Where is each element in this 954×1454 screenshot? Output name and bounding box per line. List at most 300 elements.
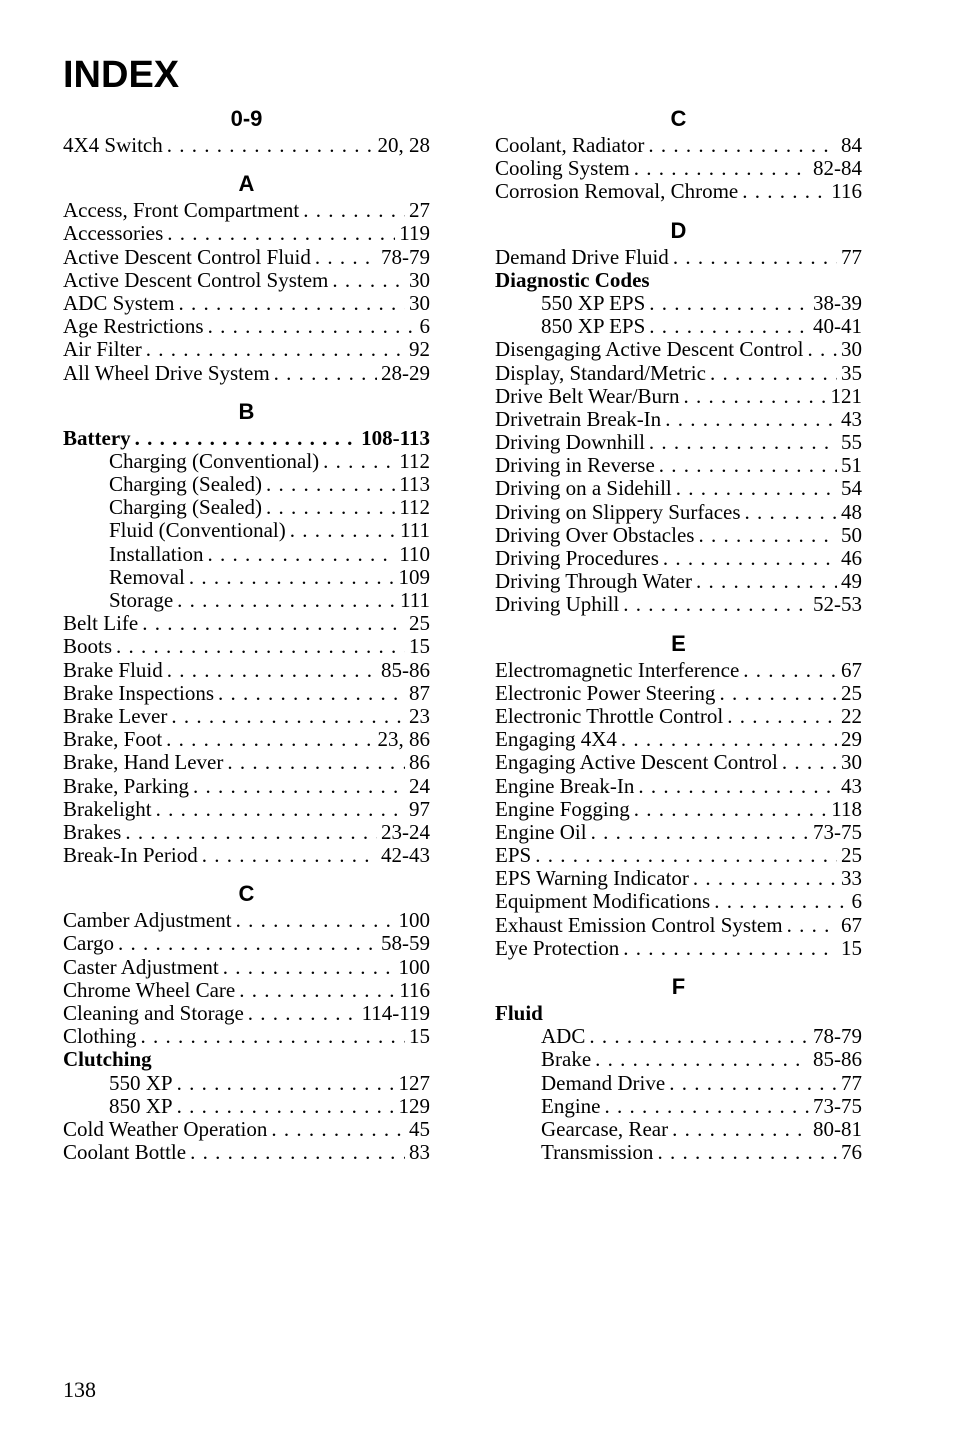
entry-pages: 49 xyxy=(841,569,862,594)
dot-leader xyxy=(177,1095,395,1118)
index-entry xyxy=(63,315,430,338)
entry-label: Battery xyxy=(63,425,131,450)
index-entry xyxy=(495,682,862,705)
index-entry xyxy=(495,501,862,524)
dot-leader xyxy=(190,1141,405,1164)
dot-leader xyxy=(745,501,837,524)
index-entry xyxy=(495,180,862,203)
entry-pages: 85-86 xyxy=(813,1047,862,1072)
dot-leader xyxy=(208,315,416,338)
dot-leader xyxy=(303,199,405,222)
entry-label: Brake, Hand Lever xyxy=(63,750,224,775)
entry-pages: 111 xyxy=(400,588,430,612)
entry-pages: 76 xyxy=(841,1140,862,1165)
entry-label: Brake xyxy=(541,1047,592,1072)
dot-leader xyxy=(290,519,396,542)
entry-pages: 67 xyxy=(841,912,862,937)
dot-leader xyxy=(177,1072,395,1095)
index-subentry xyxy=(495,315,862,338)
index-entry xyxy=(495,246,862,269)
entry-pages: 85-86 xyxy=(381,657,430,682)
index-entry xyxy=(495,705,862,728)
dot-leader xyxy=(673,246,837,269)
entry-label: Belt Life xyxy=(63,611,139,636)
entry-label: Clothing xyxy=(63,1024,137,1049)
section-letter: D xyxy=(670,217,687,243)
index-entry xyxy=(63,979,430,1002)
index-entry xyxy=(63,821,430,844)
entry-label: Driving Through Water xyxy=(495,569,692,594)
entry-pages: 33 xyxy=(841,866,862,891)
index-entry xyxy=(495,362,862,385)
entry-label: EPS Warning Indicator xyxy=(495,866,689,891)
index-entry xyxy=(495,524,862,547)
section-letter: C xyxy=(670,106,687,131)
entry-label: Gearcase, Rear xyxy=(541,1116,669,1141)
dot-leader xyxy=(218,682,405,705)
index-entry xyxy=(63,844,430,867)
index-entry xyxy=(63,775,430,798)
index-entry xyxy=(495,659,862,682)
index-entry xyxy=(63,728,430,751)
entry-pages: 30 xyxy=(841,750,862,775)
entry-label: Coolant, Radiator xyxy=(495,133,645,157)
entry-pages: 77 xyxy=(841,244,862,269)
entry-pages: 77 xyxy=(841,1070,862,1095)
index-entry xyxy=(63,909,430,932)
entry-label: Installation xyxy=(109,541,204,566)
index-subentry xyxy=(495,1141,862,1164)
entry-pages: 6 xyxy=(851,889,862,914)
index-entry xyxy=(63,682,430,705)
entry-label: Charging (Conventional) xyxy=(109,448,320,473)
entry-label: Exhaust Emission Control System xyxy=(495,912,783,937)
entry-pages: 54 xyxy=(841,476,862,501)
entry-label: Camber Adjustment xyxy=(63,908,232,933)
entry-pages: 110 xyxy=(399,541,430,566)
dot-leader xyxy=(141,1025,405,1048)
entry-pages: 108-113 xyxy=(361,425,430,450)
index-subentry xyxy=(63,566,430,589)
entry-label: Coolant Bottle xyxy=(63,1140,187,1165)
dot-leader xyxy=(714,890,847,913)
entry-label: Corrosion Removal, Chrome xyxy=(495,179,739,204)
entry-pages: 100 xyxy=(398,954,430,979)
index-entry xyxy=(63,292,430,315)
index-subentry xyxy=(495,1118,862,1141)
index-entry xyxy=(63,1002,430,1025)
section-letter: F xyxy=(671,974,686,999)
entry-pages: 86 xyxy=(409,750,430,775)
index-entry xyxy=(63,199,430,222)
entry-pages: 112 xyxy=(399,495,430,520)
entry-label: Air Filter xyxy=(63,337,142,362)
index-heading-entry xyxy=(63,1048,430,1071)
dot-leader xyxy=(227,751,405,774)
entry-pages: 84 xyxy=(841,133,862,157)
index-entry xyxy=(63,222,430,245)
entry-pages: 43 xyxy=(841,773,862,798)
dot-leader xyxy=(167,222,395,245)
dot-leader xyxy=(669,1072,837,1095)
entry-pages: 78-79 xyxy=(381,244,430,269)
index-subentry xyxy=(495,1095,862,1118)
entry-label: Brakelight xyxy=(63,796,152,821)
entry-pages: 52-53 xyxy=(813,592,862,617)
index-section xyxy=(495,106,862,204)
index-entry xyxy=(495,867,862,890)
entry-label: Cleaning and Storage xyxy=(63,1001,244,1025)
dot-leader xyxy=(719,682,837,705)
entry-label: Clutching xyxy=(63,1047,152,1072)
entry-label: Electromagnetic Interference xyxy=(495,657,740,682)
entry-pages: 50 xyxy=(841,522,862,547)
dot-leader xyxy=(193,775,405,798)
index-section xyxy=(63,881,430,1164)
entry-label: Engine Oil xyxy=(495,819,587,844)
entry-pages: 25 xyxy=(409,611,430,636)
entry-label: Engaging Active Descent Control xyxy=(495,750,778,775)
entry-pages: 73-75 xyxy=(813,819,862,844)
dot-leader xyxy=(589,1025,809,1048)
entry-pages: 30 xyxy=(409,290,430,315)
entry-label: 550 XP EPS xyxy=(541,290,646,315)
dot-leader xyxy=(177,589,396,612)
entry-label: Active Descent Control Fluid xyxy=(63,244,311,269)
index-section xyxy=(63,106,430,157)
dot-leader xyxy=(782,751,837,774)
entry-label: Brake Inspections xyxy=(63,680,215,705)
dot-leader xyxy=(271,1118,405,1141)
index-entry xyxy=(495,454,862,477)
entry-pages: 116 xyxy=(831,179,862,204)
dot-leader xyxy=(727,705,837,728)
entry-label: Fluid xyxy=(495,1001,543,1025)
entry-label: EPS xyxy=(495,843,532,868)
index-subentry xyxy=(63,519,430,542)
dot-leader xyxy=(676,477,837,500)
index-entry xyxy=(63,269,430,292)
entry-pages: 129 xyxy=(398,1093,430,1118)
index-entry xyxy=(495,157,862,180)
index-entry xyxy=(63,134,430,157)
entry-pages: 116 xyxy=(399,977,430,1002)
entry-pages: 73-75 xyxy=(813,1093,862,1118)
page-title: INDEX xyxy=(63,54,180,96)
entry-label: Brake, Foot xyxy=(63,727,163,752)
entry-pages: 23-24 xyxy=(381,819,430,844)
section-letter: 0-9 xyxy=(230,106,263,131)
dot-leader xyxy=(142,612,405,635)
entry-pages: 51 xyxy=(841,453,862,478)
entry-pages: 118 xyxy=(831,796,862,821)
dot-leader xyxy=(649,315,809,338)
entry-pages: 15 xyxy=(841,935,862,960)
entry-pages: 113 xyxy=(399,472,430,497)
dot-leader xyxy=(248,1002,358,1025)
section-letter: C xyxy=(238,881,255,907)
dot-leader xyxy=(156,798,405,821)
dot-leader xyxy=(623,593,809,616)
index-subentry xyxy=(63,1095,430,1118)
entry-label: Drivetrain Break-In xyxy=(495,406,662,431)
entry-label: Boots xyxy=(63,634,113,659)
index-subentry xyxy=(63,473,430,496)
dot-leader xyxy=(657,1141,837,1164)
entry-label: Driving Downhill xyxy=(495,430,645,455)
entry-label: Chrome Wheel Care xyxy=(63,977,236,1002)
entry-label: Engine Fogging xyxy=(495,796,630,821)
entry-pages: 23, 86 xyxy=(377,727,430,752)
dot-leader xyxy=(202,844,377,867)
dot-leader xyxy=(118,932,377,955)
dot-leader xyxy=(146,338,405,361)
index-subentry xyxy=(495,1025,862,1048)
dot-leader xyxy=(623,937,837,960)
dot-leader xyxy=(621,728,837,751)
entry-pages: 25 xyxy=(841,680,862,705)
index-entry xyxy=(495,890,862,913)
entry-label: Engine Break-In xyxy=(495,773,635,798)
entry-pages: 43 xyxy=(841,406,862,431)
dot-leader xyxy=(116,635,405,658)
entry-label: ADC xyxy=(541,1024,586,1049)
section-letter: E xyxy=(671,630,686,656)
entry-pages: 97 xyxy=(409,796,430,821)
entry-label: 850 XP xyxy=(109,1093,173,1118)
entry-pages: 119 xyxy=(399,221,430,246)
entry-pages: 27 xyxy=(409,198,430,223)
entry-label: Demand Drive Fluid xyxy=(495,244,669,269)
index-column-right xyxy=(495,106,862,1164)
entry-label: Driving on a Sidehill xyxy=(495,476,672,501)
entry-label: 850 XP EPS xyxy=(541,314,646,339)
dot-leader xyxy=(125,821,377,844)
entry-pages: 15 xyxy=(409,1024,430,1049)
index-entry xyxy=(495,751,862,774)
index-subentry xyxy=(63,543,430,566)
dot-leader xyxy=(710,362,837,385)
entry-pages: 15 xyxy=(409,634,430,659)
entry-label: All Wheel Drive System xyxy=(63,360,270,385)
dot-leader xyxy=(332,269,405,292)
dot-leader xyxy=(684,385,827,408)
entry-label: Driving on Slippery Surfaces xyxy=(495,499,741,524)
entry-label: Storage xyxy=(109,588,174,612)
dot-leader xyxy=(135,427,358,450)
entry-label: Age Restrictions xyxy=(63,314,204,339)
index-entry xyxy=(495,134,862,157)
entry-pages: 87 xyxy=(409,680,430,705)
dot-leader xyxy=(634,157,809,180)
index-entry xyxy=(495,728,862,751)
index-entry xyxy=(495,338,862,361)
index-section xyxy=(495,631,862,960)
index-entry xyxy=(495,477,862,500)
index-entry xyxy=(63,1141,430,1164)
entry-label: Cargo xyxy=(63,931,114,956)
entry-pages: 24 xyxy=(409,773,430,798)
entry-label: Break-In Period xyxy=(63,843,198,868)
index-section xyxy=(495,974,862,1164)
entry-pages: 28-29 xyxy=(381,360,430,385)
entry-label: Driving Procedures xyxy=(495,546,659,570)
dot-leader xyxy=(808,338,837,361)
entry-label: Removal xyxy=(109,564,185,589)
index-subentry xyxy=(495,1072,862,1095)
entry-label: Driving in Reverse xyxy=(495,453,655,478)
entry-pages: 80-81 xyxy=(813,1116,862,1141)
section-letter: B xyxy=(238,398,255,424)
dot-leader xyxy=(236,909,395,932)
dot-leader xyxy=(649,292,809,315)
dot-leader xyxy=(189,566,395,589)
entry-label: Electronic Throttle Control xyxy=(495,703,724,728)
index-entry xyxy=(63,427,430,450)
dot-leader xyxy=(693,867,837,890)
index-entry xyxy=(495,844,862,867)
dot-leader xyxy=(535,844,837,867)
dot-leader xyxy=(167,134,374,157)
entry-label: Cooling System xyxy=(495,156,630,181)
entry-pages: 30 xyxy=(409,267,430,292)
index-entry xyxy=(63,798,430,821)
entry-label: Engine xyxy=(541,1093,601,1118)
dot-leader xyxy=(787,914,837,937)
entry-pages: 48 xyxy=(841,499,862,524)
entry-pages: 38-39 xyxy=(813,290,862,315)
dot-leader xyxy=(604,1095,809,1118)
entry-label: Disengaging Active Descent Control xyxy=(495,337,804,362)
entry-label: Brake Fluid xyxy=(63,657,163,682)
index-entry xyxy=(63,932,430,955)
entry-label: Transmission xyxy=(541,1140,654,1165)
dot-leader xyxy=(743,659,837,682)
index-entry xyxy=(63,1025,430,1048)
index-entry xyxy=(63,635,430,658)
dot-leader xyxy=(649,431,837,454)
entry-pages: 58-59 xyxy=(381,931,430,956)
index-subentry xyxy=(63,1072,430,1095)
entry-pages: 92 xyxy=(409,337,430,362)
index-entry xyxy=(495,775,862,798)
dot-leader xyxy=(698,524,837,547)
index-entry xyxy=(495,431,862,454)
entry-label: Caster Adjustment xyxy=(63,954,219,979)
index-entry xyxy=(495,798,862,821)
dot-leader xyxy=(634,798,828,821)
entry-pages: 30 xyxy=(841,337,862,362)
entry-pages: 114-119 xyxy=(361,1001,430,1025)
entry-pages: 109 xyxy=(398,564,430,589)
dot-leader xyxy=(223,956,395,979)
dot-leader xyxy=(171,705,405,728)
entry-label: Display, Standard/Metric xyxy=(495,360,706,385)
entry-label: 4X4 Switch xyxy=(63,133,163,157)
index-entry xyxy=(495,570,862,593)
entry-label: Charging (Sealed) xyxy=(109,495,262,520)
index-section xyxy=(63,171,430,385)
dot-leader xyxy=(742,180,827,203)
dot-leader xyxy=(672,1118,809,1141)
index-entry xyxy=(495,914,862,937)
index-subentry xyxy=(63,496,430,519)
entry-pages: 42-43 xyxy=(381,843,430,868)
index-entry xyxy=(63,612,430,635)
index-entry xyxy=(495,937,862,960)
entry-label: Electronic Power Steering xyxy=(495,680,716,705)
index-heading-entry xyxy=(495,1002,862,1025)
dot-leader xyxy=(207,543,395,566)
entry-label: Driving Uphill xyxy=(495,592,620,617)
section-letter: A xyxy=(238,171,255,197)
entry-label: Active Descent Control System xyxy=(63,267,329,292)
entry-label: Brake Lever xyxy=(63,703,168,728)
entry-pages: 6 xyxy=(419,314,430,339)
index-column-left xyxy=(63,106,430,1164)
dot-leader xyxy=(266,473,395,496)
dot-leader xyxy=(178,292,405,315)
dot-leader xyxy=(591,821,809,844)
index-entry xyxy=(63,246,430,269)
index-entry xyxy=(63,338,430,361)
dot-leader xyxy=(315,246,377,269)
entry-label: Demand Drive xyxy=(541,1070,666,1095)
dot-leader xyxy=(663,547,837,570)
entry-pages: 29 xyxy=(841,727,862,752)
entry-pages: 25 xyxy=(841,843,862,868)
entry-pages: 35 xyxy=(841,360,862,385)
dot-leader xyxy=(274,362,377,385)
entry-label: Equipment Modifications xyxy=(495,889,711,914)
entry-pages: 67 xyxy=(841,657,862,682)
dot-leader xyxy=(659,454,837,477)
dot-leader xyxy=(266,496,395,519)
index-entry xyxy=(63,751,430,774)
entry-pages: 111 xyxy=(400,518,430,543)
entry-pages: 20, 28 xyxy=(377,133,430,157)
entry-pages: 45 xyxy=(409,1116,430,1141)
entry-pages: 22 xyxy=(841,703,862,728)
index-entry xyxy=(63,705,430,728)
index-subentry xyxy=(63,450,430,473)
dot-leader xyxy=(166,728,373,751)
entry-label: 550 XP xyxy=(109,1070,173,1095)
entry-pages: 100 xyxy=(398,908,430,933)
index-entry xyxy=(63,956,430,979)
dot-leader xyxy=(595,1048,809,1071)
dot-leader xyxy=(648,134,837,157)
entry-pages: 127 xyxy=(398,1070,430,1095)
index-subentry xyxy=(495,1048,862,1071)
dot-leader xyxy=(239,979,395,1002)
index-section xyxy=(495,218,862,617)
dot-leader xyxy=(167,659,377,682)
entry-label: Accessories xyxy=(63,221,164,246)
entry-label: ADC System xyxy=(63,290,175,315)
entry-label: Brake, Parking xyxy=(63,773,189,798)
index-entry xyxy=(495,821,862,844)
entry-pages: 82-84 xyxy=(813,156,862,181)
index-entry xyxy=(63,362,430,385)
entry-pages: 23 xyxy=(409,703,430,728)
index-entry xyxy=(63,1118,430,1141)
entry-label: Engaging 4X4 xyxy=(495,727,617,752)
dot-leader xyxy=(323,450,395,473)
entry-label: Charging (Sealed) xyxy=(109,472,262,497)
dot-leader xyxy=(665,408,837,431)
entry-pages: 83 xyxy=(409,1140,430,1165)
